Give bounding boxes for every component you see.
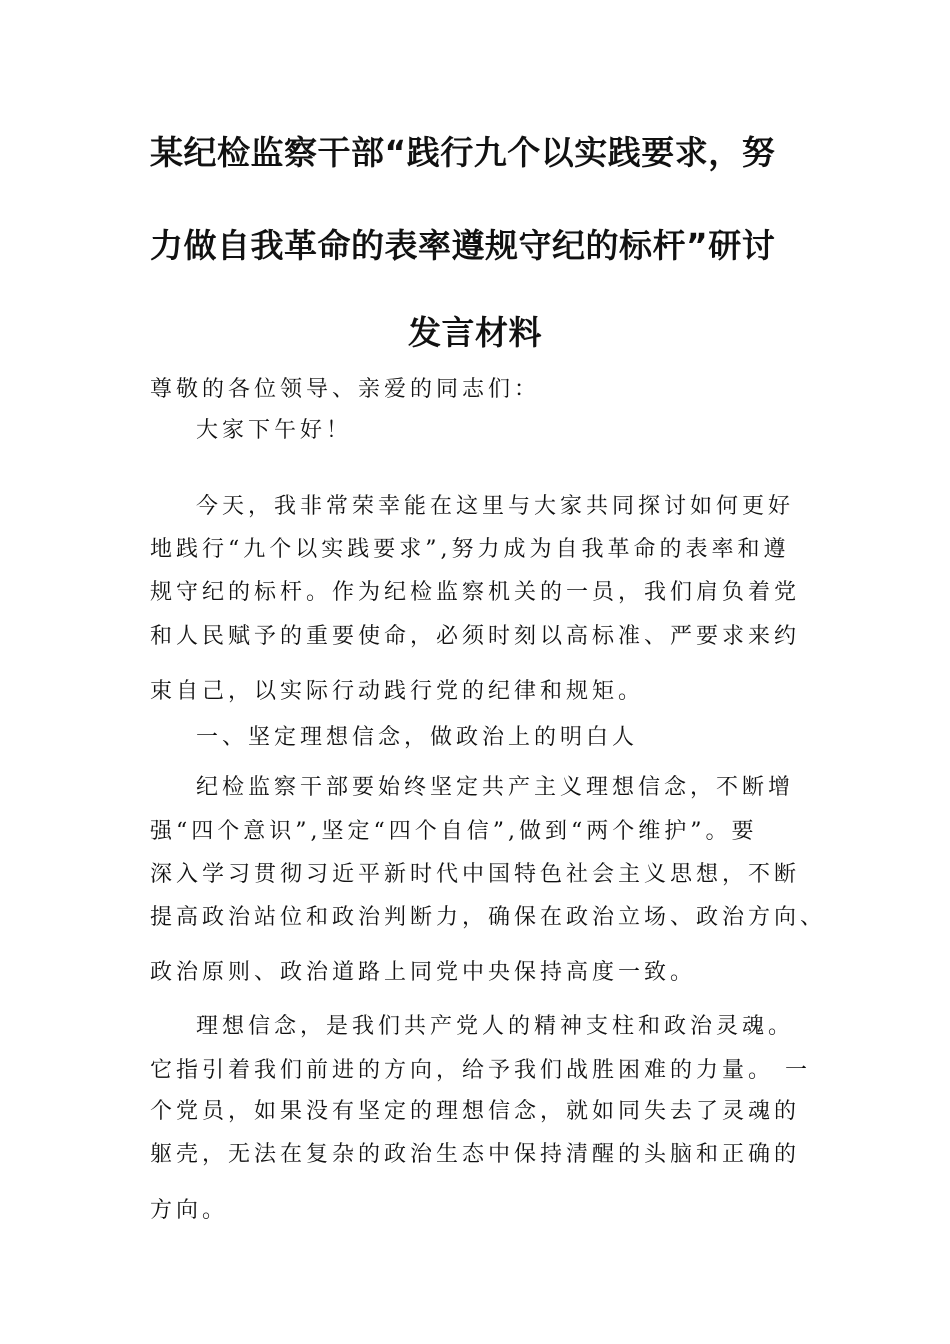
paragraph-line: 躯壳，无法在复杂的政治生态中保持清醒的头脑和正确的 <box>150 1142 801 1167</box>
paragraph-line: 政治原则、政治道路上同党中央保持高度一致。 <box>150 960 697 985</box>
title-line-2: 力做自我革命的表率遵规守纪的标杆”研讨 <box>150 226 776 265</box>
paragraph-line: 方向。 <box>150 1198 229 1223</box>
paragraph-line: 和人民赋予的重要使命，必须时刻以高标准、严要求来约 <box>150 624 801 649</box>
paragraph-line: 个党员，如果没有坚定的理想信念，就如同失去了灵魂的 <box>150 1099 801 1124</box>
title-line-3: 发言材料 <box>408 313 542 352</box>
paragraph-line: 深入学习贯彻习近平新时代中国特色社会主义思想，不断 <box>150 862 801 887</box>
paragraph-line: 提高政治站位和政治判断力，确保在政治立场、政治方向、 <box>150 905 827 930</box>
greeting: 大家下午好！ <box>196 418 353 443</box>
paragraph-line: 规守纪的标杆。作为纪检监察机关的一员，我们肩负着党 <box>150 580 801 605</box>
salutation: 尊敬的各位领导、亲爱的同志们： <box>150 377 541 402</box>
paragraph-line: 今天，我非常荣幸能在这里与大家共同探讨如何更好 <box>196 494 795 519</box>
paragraph-line: 地践行“九个以实践要求”,努力成为自我革命的表率和遵 <box>150 537 790 562</box>
paragraph-line: 纪检监察干部要始终坚定共产主义理想信念，不断增 <box>196 775 795 800</box>
paragraph-line: 它指引着我们前进的方向，给予我们战胜困难的力量。 一 <box>150 1058 811 1083</box>
paragraph-line: 强“四个意识”,坚定“四个自信”,做到“两个维护”。要 <box>150 819 758 844</box>
title-line-1: 某纪检监察干部“践行九个以实践要求，努 <box>150 133 776 172</box>
paragraph-line: 理想信念，是我们共产党人的精神支柱和政治灵魂。 <box>196 1014 795 1039</box>
paragraph-line: 束自己，以实际行动践行党的纪律和规矩。 <box>150 679 645 704</box>
section-heading: 一、坚定理想信念，做政治上的明白人 <box>196 725 639 750</box>
